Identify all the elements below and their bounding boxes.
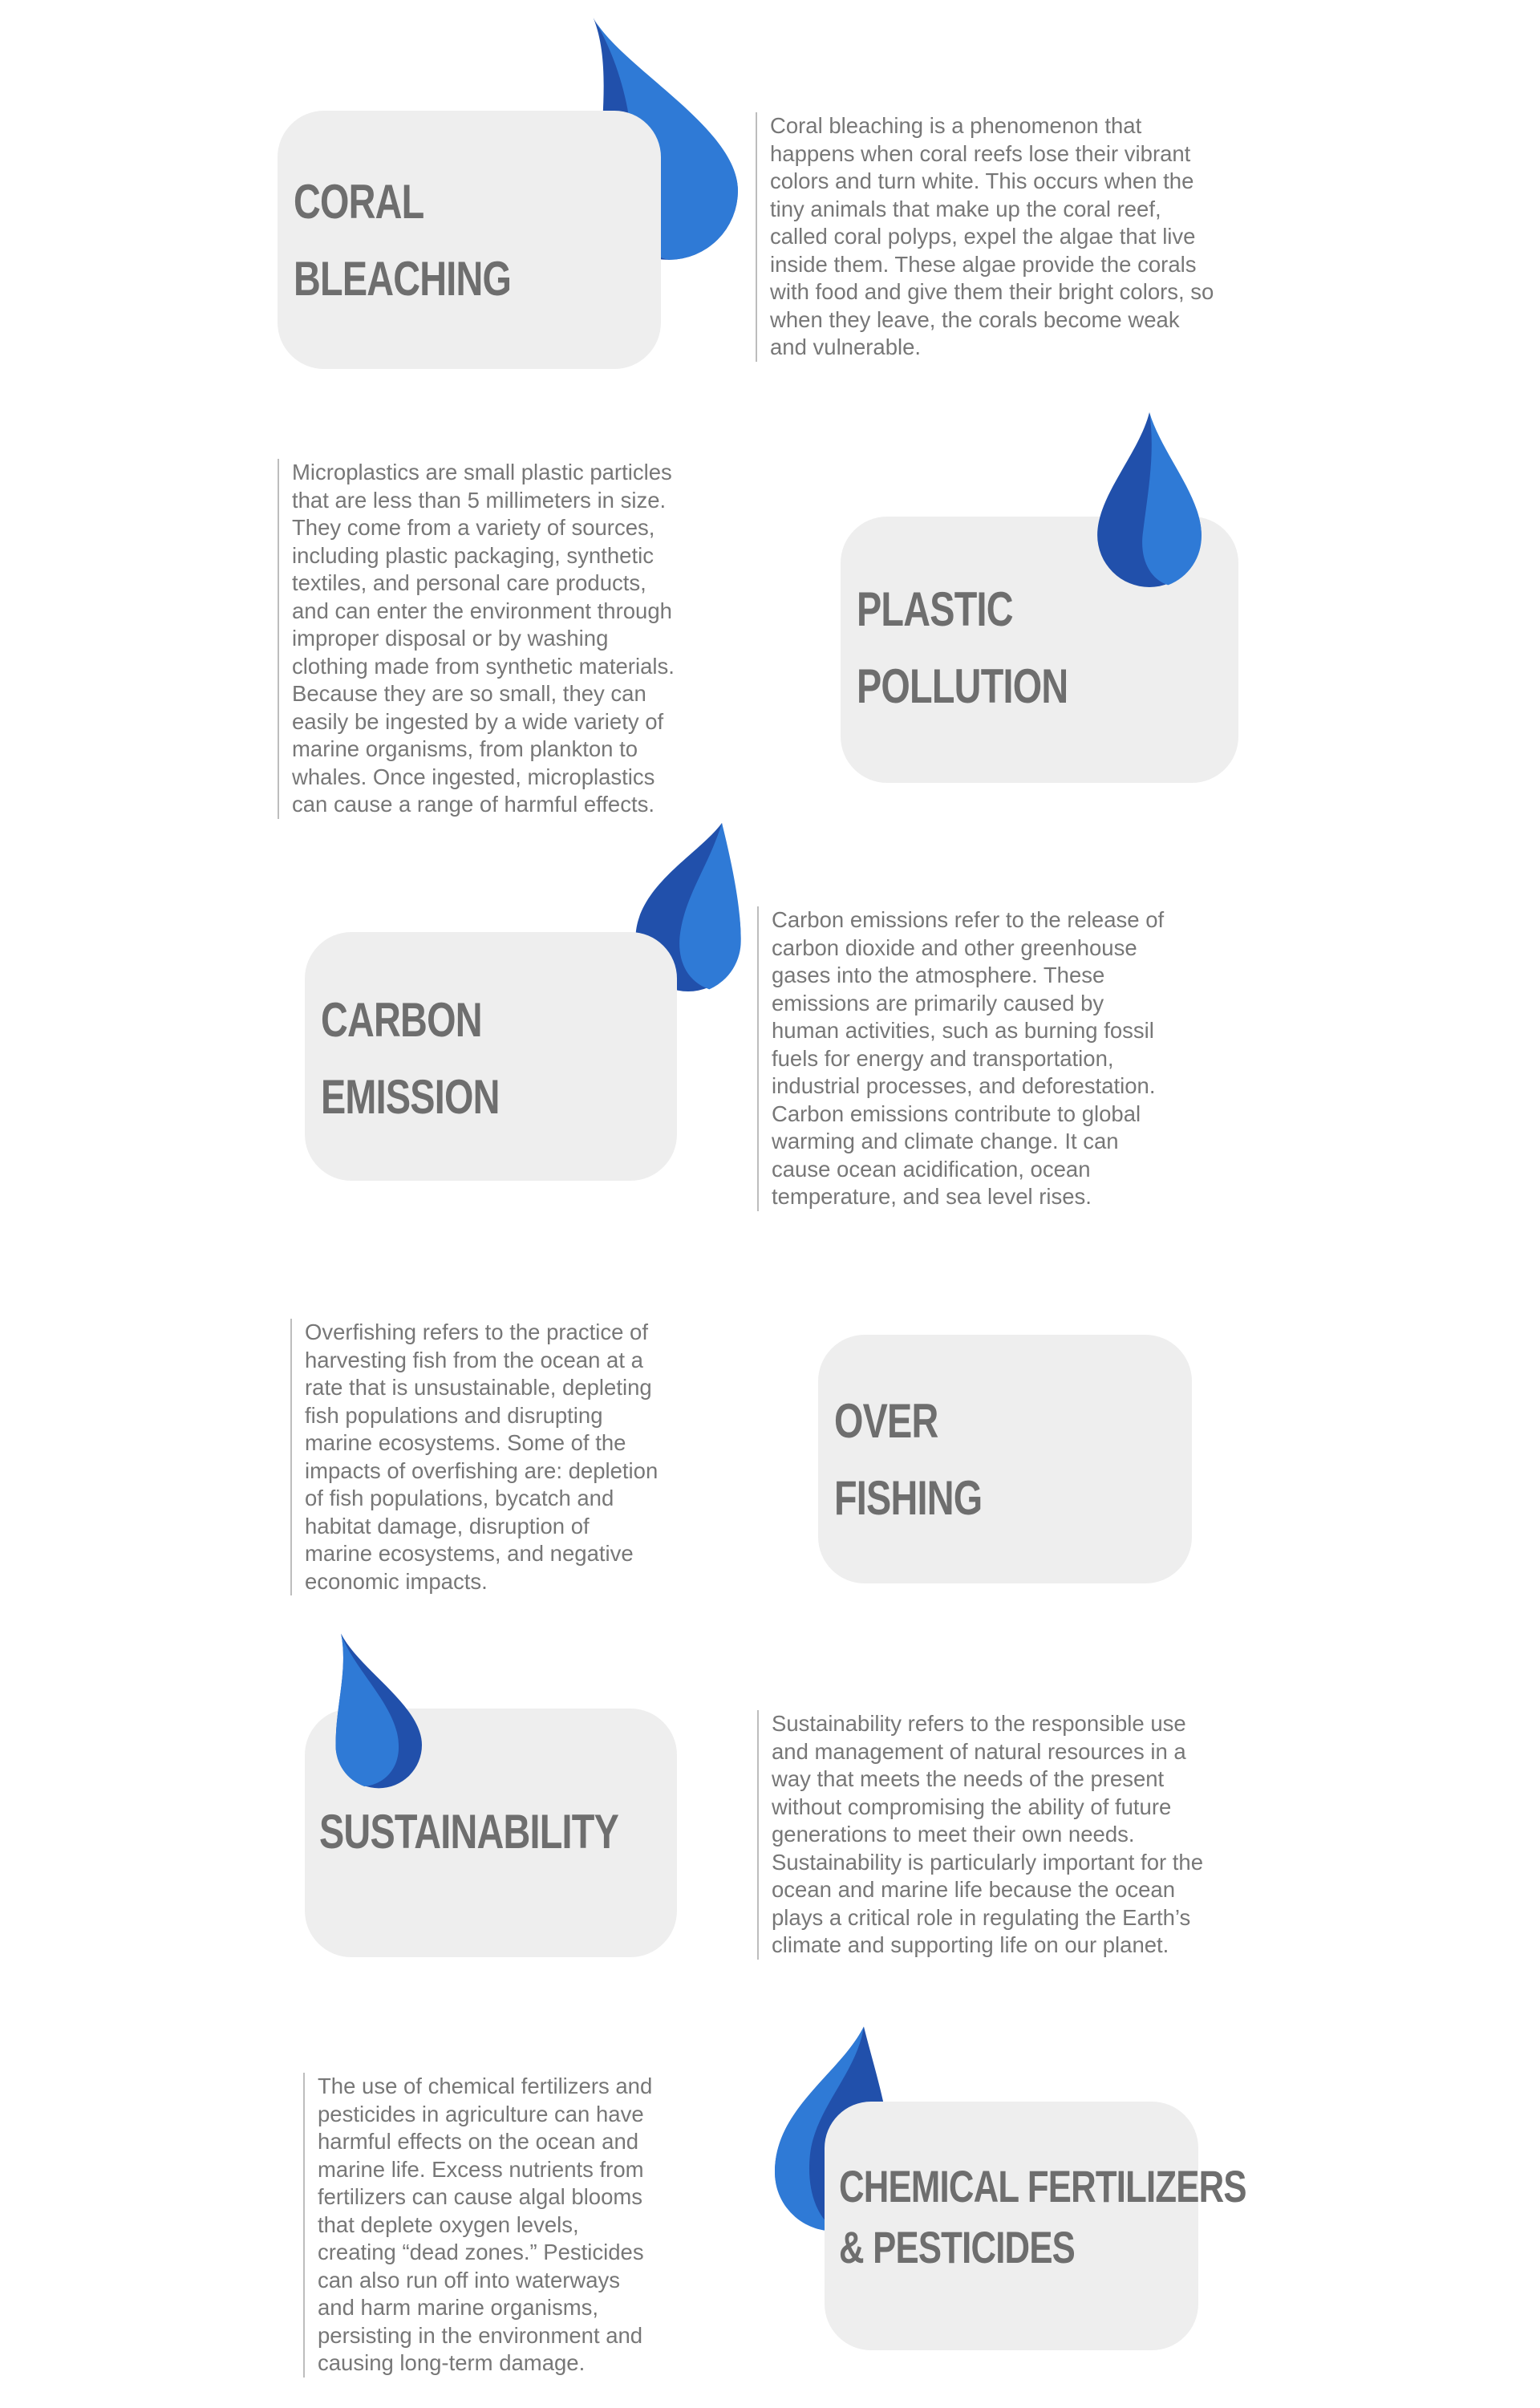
topic-description: Microplastics are small plastic particles that are less than 5 millimeters in size. They come from a variety of sources, including plastic packaging, synthetic textiles, and personal care products, and can enter the environment through improper disposal or by washing clothing made from synthetic materials. Because they are so small, they can easily be ingested by a wide variety of marine organisms, from plankton to whales. Once ingested, microplastics can cause a range of harmful effects. <box>278 459 675 819</box>
topic-description: The use of chemical fertilizers and pesticides in agriculture can have harmful effects on the ocean and marine life. Excess nutrients from fertilizers can cause algal blooms that deplete oxygen levels, creating “dead zones.” Pesticides can also run off into waterways and harm marine organisms, persisting in the environment and causing long-term damage. <box>303 2073 652 2378</box>
topic-title: CORAL BLEACHING <box>294 175 512 306</box>
topic-description: Coral bleaching is a phenomenon that happens when coral reefs lose their vibrant colors and turn white. This occurs when the tiny animals that make up the coral reef, called coral polyps, expel the algae that live inside them. These algae provide the corals with food and give them their bright colors, so when they leave, the corals become weak and vulnerable. <box>756 112 1214 362</box>
water-drop-icon <box>332 1633 422 1789</box>
topic-description: Overfishing refers to the practice of harvesting fish from the ocean at a rate that is unsustainable, depleting fish populations and disrupting marine ecosystems. Some of the impacts of overfishing are: depletion of fish populations, bycatch and habitat damage, disruption of marine ecosystems, and negative economic impacts. <box>290 1319 658 1595</box>
topic-description: Sustainability refers to the responsible use and management of natural resources in a way that meets the needs of the present without compromising the ability of future generations to meet their own needs. Sustainability is particularly important for the ocean and marine life because the ocean plays a critical role in regulating the Earth’s climate and supporting life on our planet. <box>757 1710 1203 1960</box>
topic-title: SUSTAINABILITY <box>319 1805 619 1859</box>
topic-title: CHEMICAL FERTILIZERS & PESTICIDES <box>839 2161 1246 2272</box>
topic-title: PLASTIC POLLUTION <box>857 582 1068 713</box>
topic-title: CARBON EMISSION <box>321 993 500 1124</box>
water-drop-icon <box>1097 412 1202 587</box>
topic-title: OVER FISHING <box>834 1394 983 1525</box>
topic-description: Carbon emissions refer to the release of carbon dioxide and other greenhouse gases into the atmosphere. These emissions are primarily caused by human activities, such as burning fossil fuels for energy and transportation, industrial processes, and deforestation. Carbon emissions contribute to global warming and climate change. It can cause ocean acidification, ocean temperature, and sea level rises. <box>757 906 1164 1211</box>
